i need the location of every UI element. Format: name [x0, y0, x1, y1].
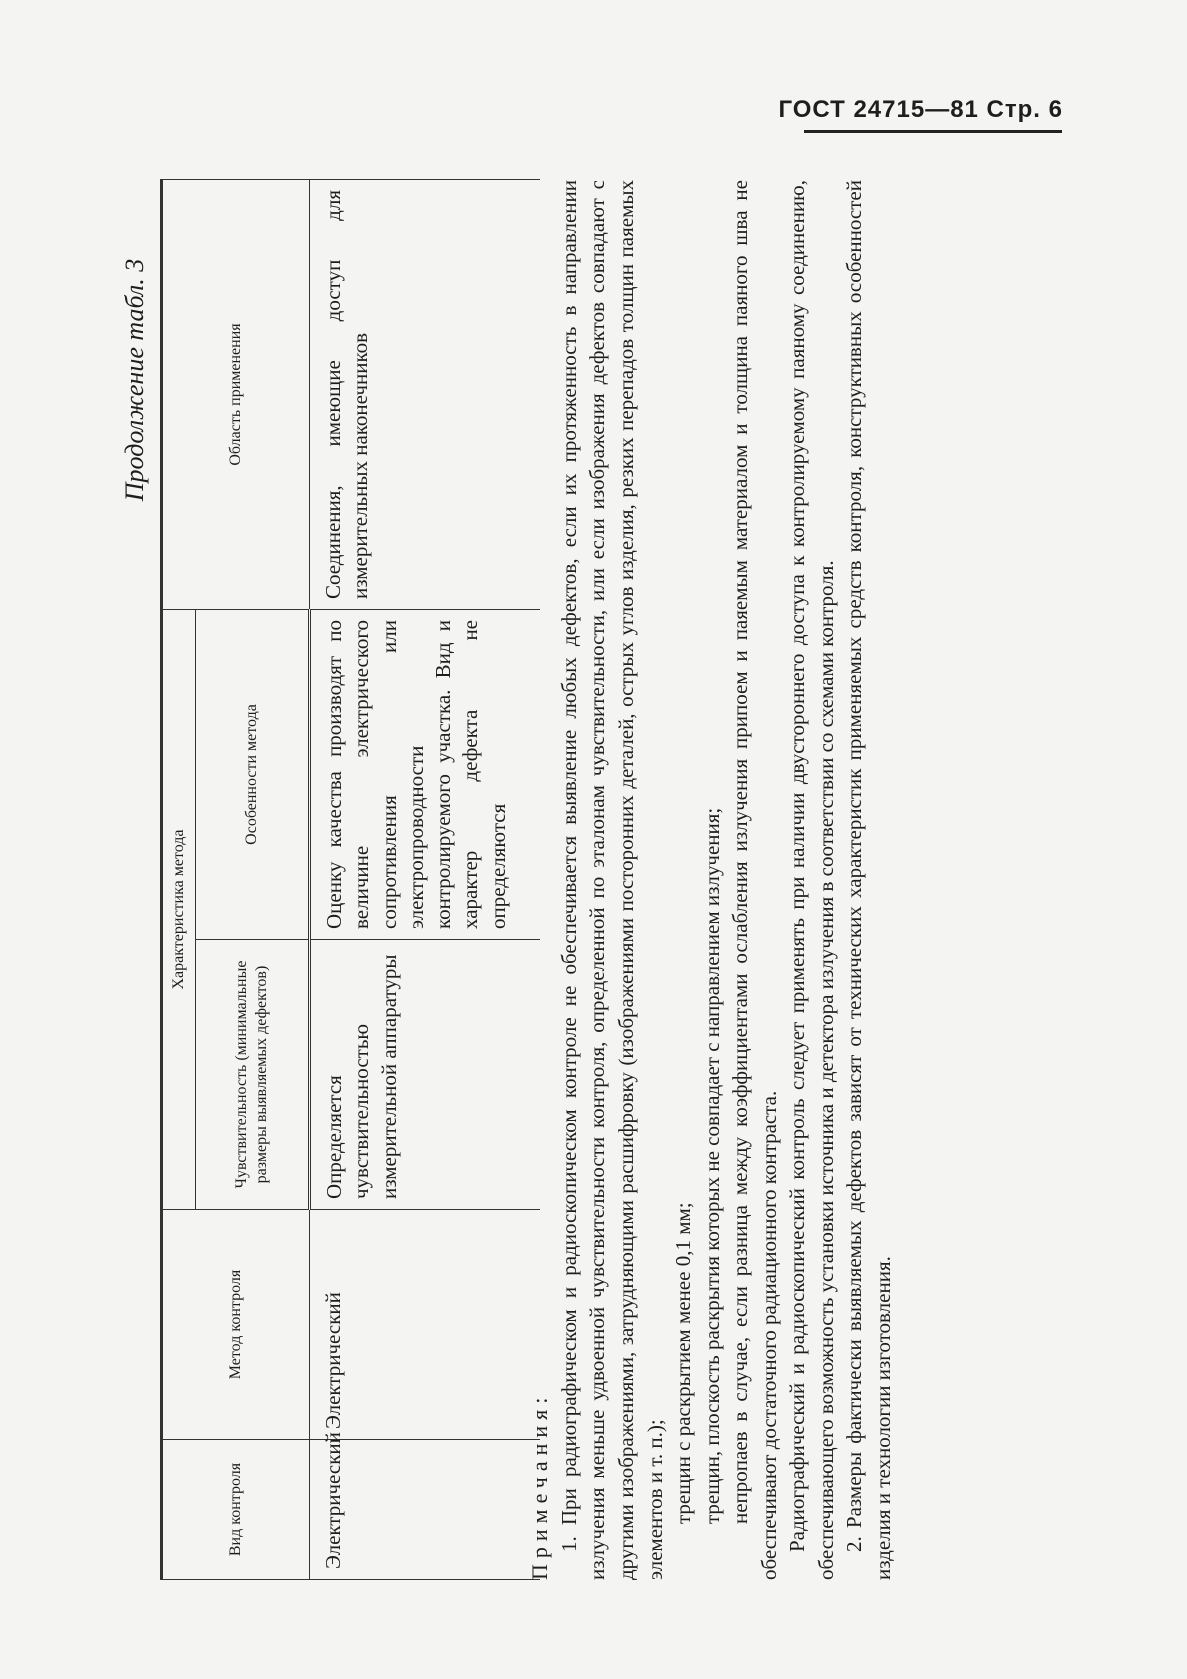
header-characteristic: Характеристика метода: [162, 610, 196, 1210]
note-1-item-c: непропаев в случае, если разница между коэффициентами ослабления излучения припоем и паяемым материалом и толщина паяного шва не обеспечивают достаточного радиационного контраста.: [728, 180, 781, 1580]
notes-block: [525, 180, 897, 1580]
table-continuation-label: Продолжение табл. 3: [120, 258, 149, 502]
header-sensitivity: Чувствительность (минимальные размеры выявляемых дефектов): [196, 940, 310, 1210]
cell-sensitivity: Определяется чувствительностью измерительной аппаратуры: [310, 940, 541, 1210]
notes-title: Примечания:: [527, 1391, 552, 1580]
note-1-item-a: трещин с раскрытием менее 0,1 мм;: [671, 1202, 696, 1524]
note-1-intro: 1. При радиографическом и радиоскопическом контроле не обеспечивается выявление любых дефектов, если их протяженность в направлении излучения меньше удвоенной чувствительности контроля, определенной по эталонам чувствительности, или если изображения дефектов совпадают с другими изображениями, затрудняющими расшифровку (изображениями посторонних деталей, острых углов изделия, резких перепадов толщин паяемых элементов и т. п.);: [556, 180, 667, 1580]
header-features: Особенности метода: [196, 610, 310, 940]
cell-metod: Электрический: [310, 1210, 541, 1440]
header-rule: [804, 130, 1062, 133]
note-2: 2. Размеры фактически выявляемых дефектов зависят от технических характеристик применяемых средств контроля, конструктивных особенностей изделия и технологии изготовления.: [842, 180, 895, 1580]
header-vid: Вид контроля: [162, 1440, 310, 1580]
page-header: ГОСТ 24715—81 Стр. 6: [778, 96, 1063, 123]
header-area: Область применения: [162, 180, 310, 610]
control-methods-table: [160, 179, 540, 1580]
cell-vid: Электрический: [310, 1440, 541, 1580]
note-1-paragraph: Радиографический и радиоскопический контроль следует применять при наличии двустороннего доступа к контролируемому паяному соединению, обеспечивающего возможность установки источника и детектора излучения в соответствии со схемами контроля.: [785, 180, 838, 1580]
cell-area: Соединения, имеющие доступ для измерительных наконечников: [310, 180, 541, 610]
note-1-item-b: трещин, плоскость раскрытия которых не совпадает с направлением излучения;: [699, 807, 724, 1524]
cell-features: Оценку качества производят по величине электрического сопротивления или электропроводности контролируемого участка. Вид и характер дефекта не определяются: [310, 610, 541, 940]
rotated-page-content: [120, 180, 950, 1580]
header-metod: Метод контроля: [162, 1210, 310, 1440]
